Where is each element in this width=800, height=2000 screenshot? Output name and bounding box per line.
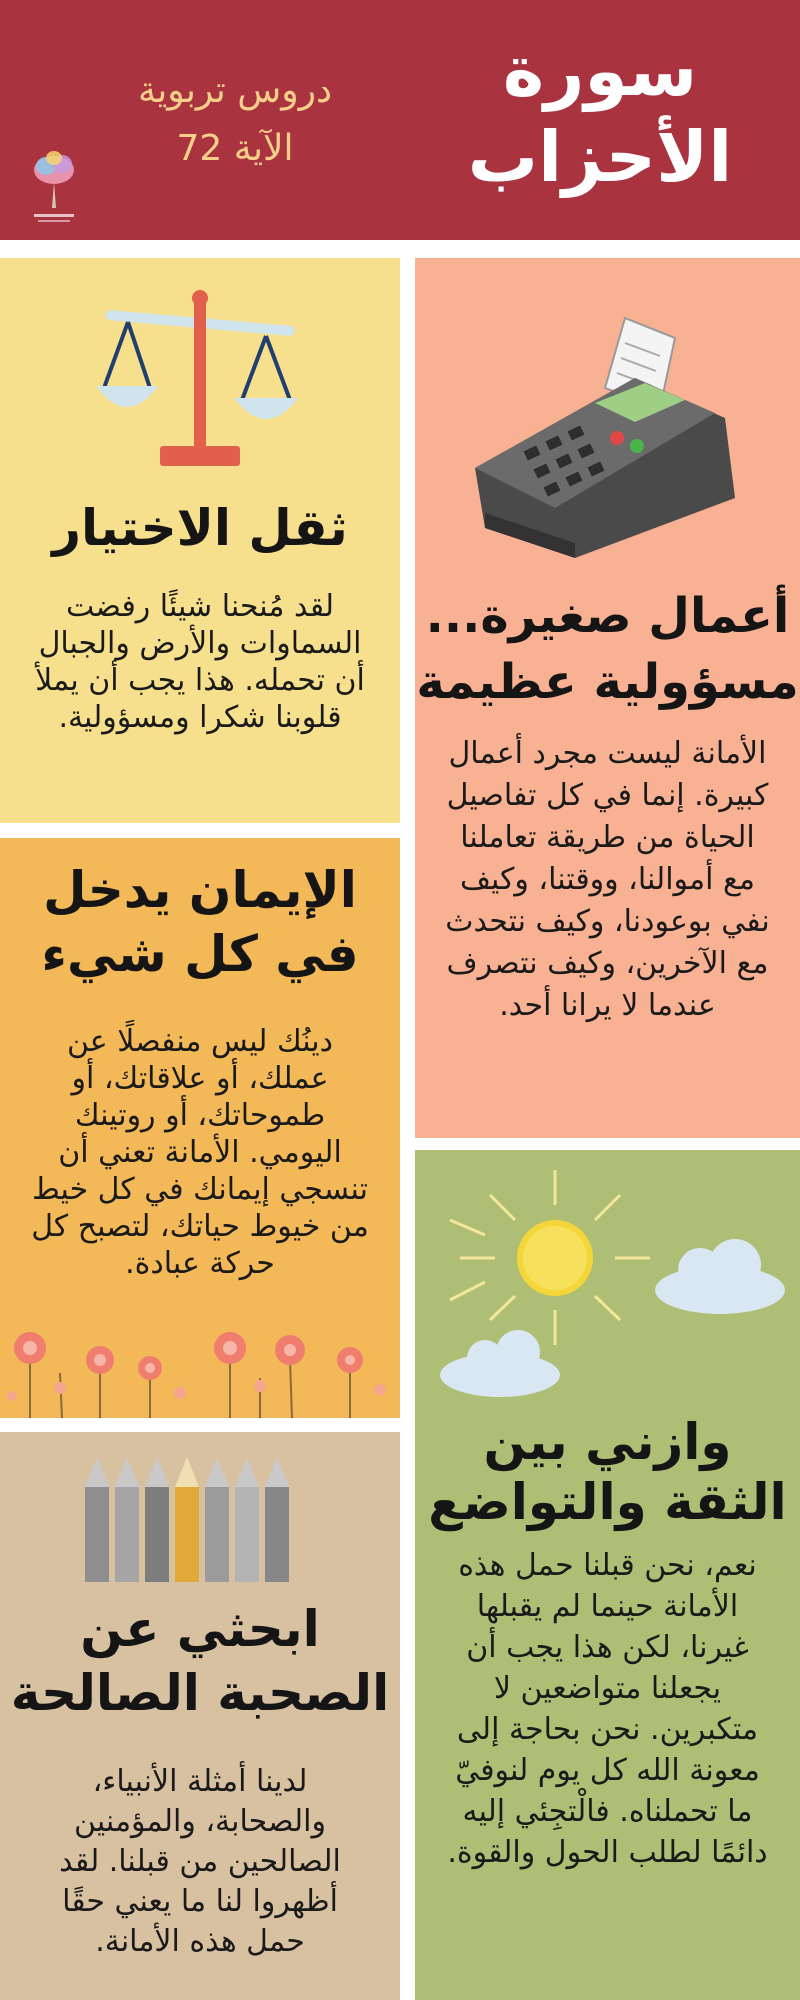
card-small-deeds [415,258,800,1138]
balance-scale-icon [90,278,310,478]
subtitle-line1: دروس تربوية [137,70,332,111]
card-title-line2: مسؤولية عظيمة [416,654,799,710]
card-body: نعم، نحن قبلنا حمل هذه الأمانة حينما لم يقبلها غيرنا، لكن هذا يجب أن يجعلنا متواضعين لا متكبرين. نحن بحاجة إلى معونة الله كل يوم لنوفيّ ما تحملناه. فالْتجِئي إليه دائمًا لطلب الحول والقوة. [447,1548,768,1870]
card-title-line1: وازني بين [483,1413,732,1471]
card-title [415,1412,800,1532]
card-title-line2: الصحبة الصالحة [10,1664,390,1722]
card-body: الأمانة ليست مجرد أعمال كبيرة. إنما في كل تفاصيل الحياة من طريقة تعاملنا مع أموالنا، ووقتنا، وكيف نفي بوعودنا، وكيف نتحدث مع الآخرين، وكيف نتصرف عندما لا يرانا أحد. [445,736,770,1023]
card-good-company [0,1432,400,2000]
page-title-line2: الأحزاب [467,116,733,198]
card-title-line2: الثقة والتواضع [428,1473,787,1531]
header-banner [0,0,800,240]
card-weight-of-choice [0,258,400,823]
card-balance-humility [415,1150,800,2000]
card-title-line1: ابحثي عن [80,1600,320,1658]
card-title-line1: الإيمان يدخل [43,861,357,919]
card-title [415,583,800,715]
card-faith-everywhere [0,838,400,1418]
card-title-line2: في كل شيء [41,925,359,983]
subtitle-line2: الآية 72 [176,128,294,169]
card-title: ثقل الاختيار [52,499,348,557]
card-title-line1: أعمال صغيرة... [425,588,790,644]
payment-terminal-icon [455,298,755,568]
flowers-icon [0,1318,400,1418]
page-title [450,28,750,200]
page-title-line1: سورة [502,30,698,112]
card-body: دينُك ليس منفصلًا عن عملك، أو علاقاتك، أو طموحاتك، أو روتينك اليومي. الأمانة تعني أن تنسجي إيمانك في كل خيط من خيوط حياتك، لتصبح كل حركة عبادة. [31,1024,369,1281]
sun-clouds-icon [430,1160,790,1410]
organization-logo [24,148,84,228]
card-body: لدينا أمثلة الأنبياء، والصحابة، والمؤمنين الصالحين من قبلنا. لقد أظهروا لنا ما يعني حقًا حمل هذه الأمانة. [59,1764,341,1959]
page-subtitle [100,62,370,178]
card-title [0,858,400,986]
card-title [0,1597,400,1725]
pencils-icon [75,1457,315,1587]
card-body: لقد مُنحنا شيئًا رفضت السماوات والأرض والجبال أن تحمله. هذا يجب أن يملأ قلوبنا شكرا ومسؤولية. [35,589,365,735]
